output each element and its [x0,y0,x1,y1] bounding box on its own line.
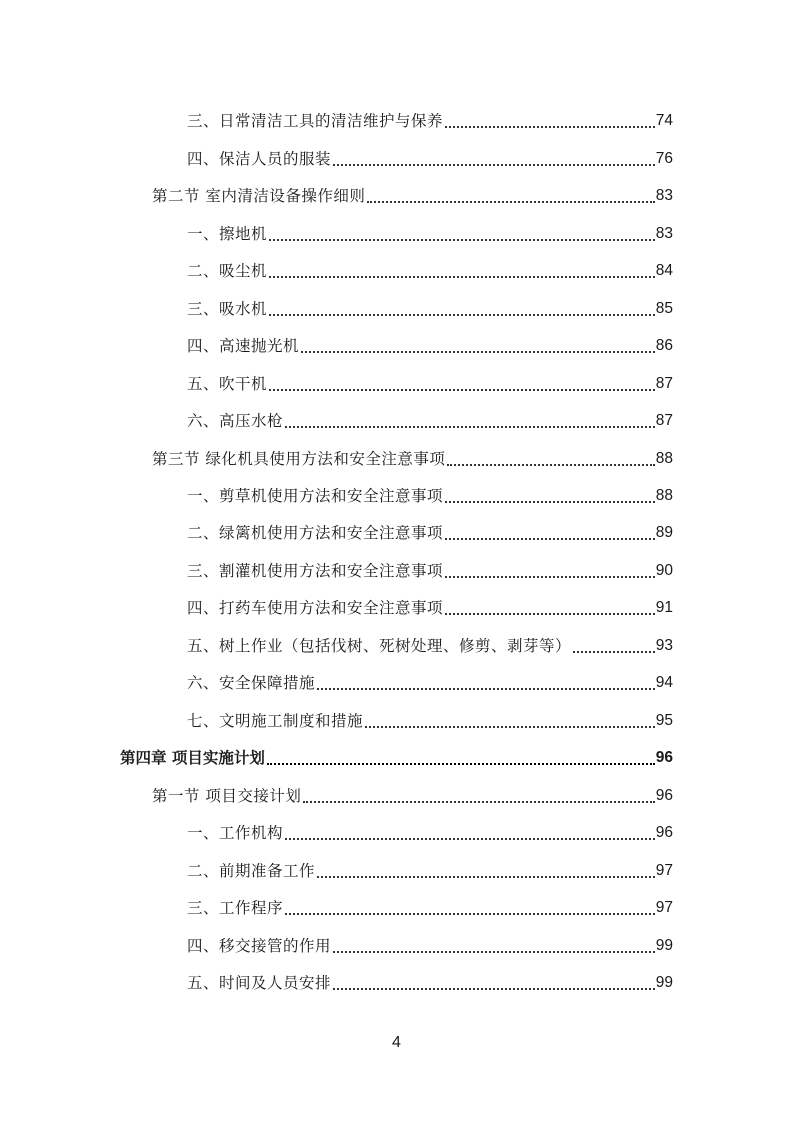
toc-entry[interactable] [187,332,673,356]
toc-entry-page: 84 [655,262,673,279]
dot-leader [445,576,655,578]
toc-entry[interactable] [187,894,673,918]
toc-entry-label: 三、吸水机 [187,300,268,318]
toc-entry[interactable] [187,632,673,656]
toc-entry-label: 七、文明施工制度和措施 [187,712,364,730]
toc-entry[interactable] [187,707,673,731]
toc-entry-page: 88 [655,450,673,467]
toc-entry[interactable] [187,220,673,244]
toc-entry-label: 五、吹干机 [187,375,268,393]
toc-entry-page: 87 [655,412,673,429]
toc-entry[interactable] [187,107,673,131]
toc-entry-label: 一、擦地机 [187,225,268,243]
dot-leader [365,726,655,728]
toc-entry-page: 76 [655,150,673,167]
toc-entry-page: 96 [655,749,673,766]
toc-entry-page: 88 [655,487,673,504]
toc-entry-label: 二、绿篱机使用方法和安全注意事项 [187,524,444,542]
toc-entry-page: 99 [655,974,673,991]
toc-entry-page: 94 [655,674,673,691]
toc-entry[interactable] [187,145,673,169]
toc-entry-label: 三、割灌机使用方法和安全注意事项 [187,562,444,580]
toc-entry-page: 96 [655,824,673,841]
toc-entry-page: 97 [655,899,673,916]
dot-leader [333,951,655,953]
toc-entry[interactable] [187,594,673,618]
dot-leader [269,389,655,391]
page-number: 4 [392,1034,401,1051]
toc-entry-label: 四、高速抛光机 [187,337,300,355]
dot-leader [269,314,655,316]
toc-entry-label: 五、时间及人员安排 [187,974,332,992]
toc-entry-page: 97 [655,862,673,879]
dot-leader [333,988,655,990]
toc-entry-page: 93 [655,637,673,654]
toc-entry-page: 95 [655,712,673,729]
toc-chapter-entry[interactable] [120,744,673,768]
dot-leader [285,426,655,428]
toc-entry[interactable] [187,482,673,506]
toc-entry-page: 74 [655,112,673,129]
dot-leader [303,801,654,803]
dot-leader [447,464,654,466]
toc-entry[interactable] [187,557,673,581]
dot-leader [445,126,655,128]
toc-entry-label: 六、高压水枪 [187,412,284,430]
toc-entry-page: 85 [655,300,673,317]
toc-entry-label: 第二节 室内清洁设备操作细则 [152,187,366,205]
toc-entry[interactable] [187,407,673,431]
toc-entry-label: 三、工作程序 [187,899,284,917]
toc-entry[interactable] [152,445,673,469]
toc-entry-label: 二、吸尘机 [187,262,268,280]
toc-entry-label: 第四章 项目实施计划 [120,749,265,767]
toc-entry-label: 六、安全保障措施 [187,674,316,692]
toc-entry-page: 96 [655,787,673,804]
dot-leader [333,164,655,166]
toc-entry-label: 一、工作机构 [187,824,284,842]
dot-leader [573,651,655,653]
toc-entry-page: 99 [655,937,673,954]
toc-entry[interactable] [187,857,673,881]
dot-leader [317,688,655,690]
toc-entry-label: 四、保洁人员的服装 [187,150,332,168]
dot-leader [285,838,655,840]
toc-entry-label: 二、前期准备工作 [187,862,316,880]
toc-entry-page: 83 [655,187,673,204]
dot-leader [367,201,654,203]
dot-leader [445,613,655,615]
toc-entry-label: 四、打药车使用方法和安全注意事项 [187,599,444,617]
toc-entry-label: 一、剪草机使用方法和安全注意事项 [187,487,444,505]
toc-entry-label: 五、树上作业（包括伐树、死树处理、修剪、剥芽等） [187,637,572,655]
toc-entry[interactable] [152,782,673,806]
dot-leader [445,538,655,540]
toc-entry-label: 四、移交接管的作用 [187,937,332,955]
toc-entry-label: 第三节 绿化机具使用方法和安全注意事项 [152,450,446,468]
toc-entry-label: 第一节 项目交接计划 [152,787,302,805]
toc-entry[interactable] [187,370,673,394]
toc-entry[interactable] [187,819,673,843]
dot-leader [269,239,655,241]
toc-entry[interactable] [187,257,673,281]
dot-leader [269,276,655,278]
dot-leader [301,351,655,353]
toc-entry[interactable] [187,969,673,993]
toc-entry[interactable] [187,519,673,543]
dot-leader [317,876,655,878]
toc-entry[interactable] [187,669,673,693]
toc-entry-page: 89 [655,524,673,541]
toc-entry-label: 三、日常清洁工具的清洁维护与保养 [187,112,444,130]
toc-entry[interactable] [152,182,673,206]
toc-entry-page: 87 [655,375,673,392]
dot-leader [267,763,655,765]
toc-entry[interactable] [187,295,673,319]
toc-entry-page: 83 [655,225,673,242]
toc-entry-page: 91 [655,599,673,616]
toc-entry[interactable] [187,932,673,956]
dot-leader [285,913,655,915]
dot-leader [445,501,655,503]
toc-entry-page: 86 [655,337,673,354]
toc-entry-page: 90 [655,562,673,579]
